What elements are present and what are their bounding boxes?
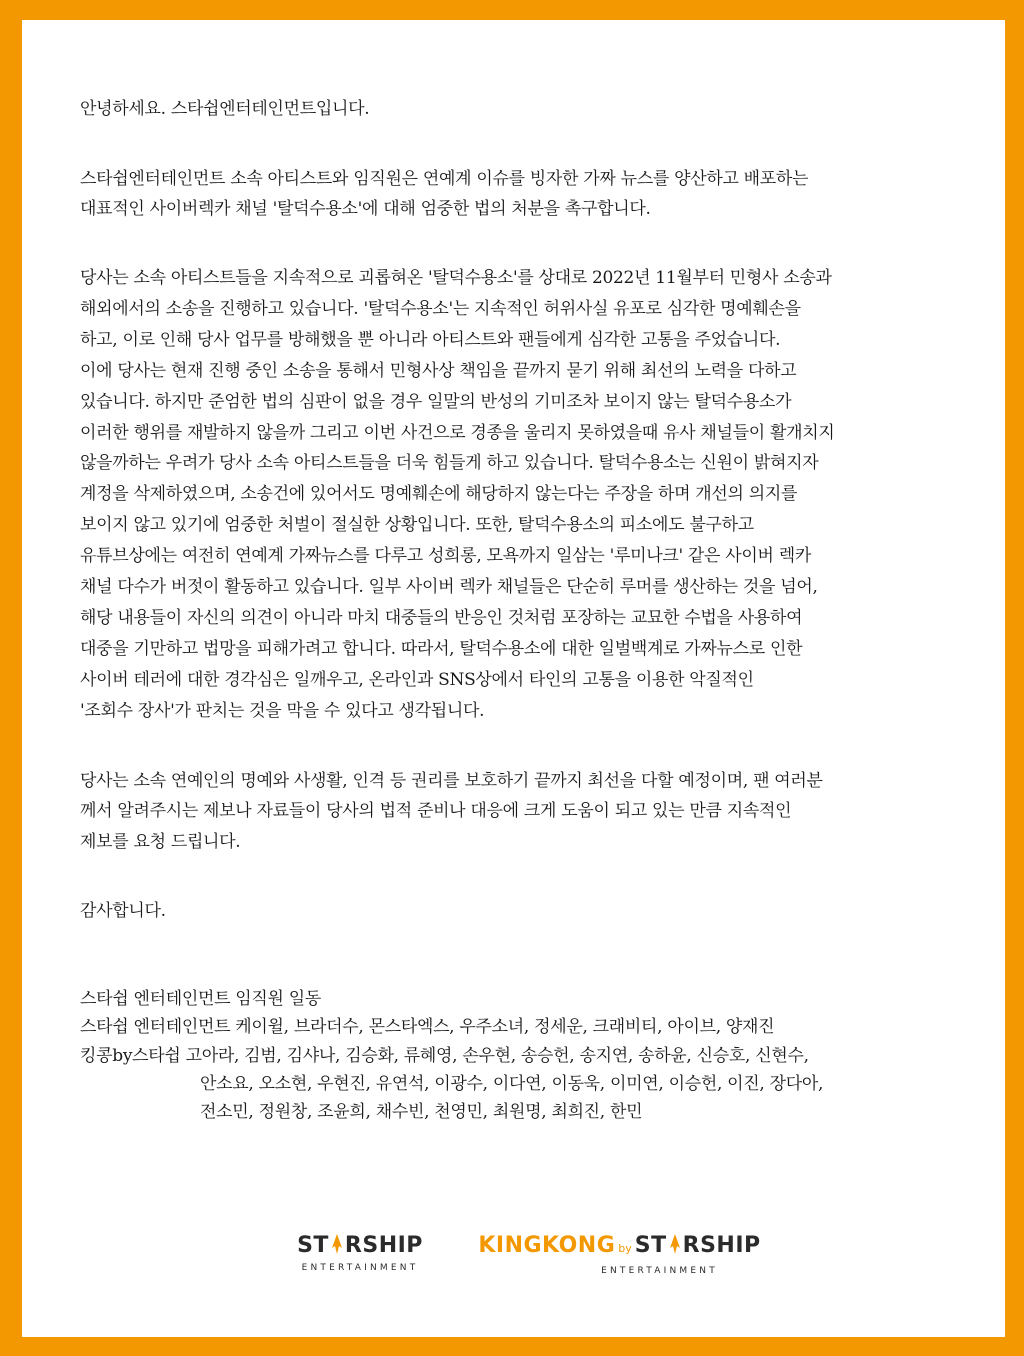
signature-block — [80, 985, 980, 1126]
paragraph-line: 하고, 이로 인해 당사 업무를 방해했을 뿐 아니라 아티스트와 팬들에게 심각한 고통을 주었습니다. — [80, 329, 781, 350]
logo-row — [22, 1232, 1005, 1304]
logo-text: KINGKONG — [478, 1233, 616, 1258]
paragraph-line: 계정을 삭제하였으며, 소송건에 있어서도 명예훼손에 해당하지 않는다는 주장을 하며 개선의 의지를 — [80, 484, 798, 505]
paragraph-lawsuit — [80, 263, 980, 727]
paragraph-line: '조회수 장사'가 판치는 것을 막을 수 있다고 생각됩니다. — [80, 700, 485, 721]
signature-line: 안소요, 오소현, 우현진, 유연석, 이광수, 이다연, 이동욱, 이미연, 이승헌, 이진, 장다아, — [200, 1073, 824, 1094]
paragraph-line: 대표적인 사이버렉카 채널 '탈덕수용소'에 대해 엄중한 법의 처분을 촉구합니다. — [80, 199, 651, 219]
paragraph-line: 사이버 테러에 대한 경각심은 일깨우고, 온라인과 SNS상에서 타인의 고통을 이용한 악질적인 — [80, 669, 754, 690]
logo-text: RSHIP — [682, 1233, 761, 1258]
rocket-icon — [329, 1233, 345, 1255]
letter-body — [80, 95, 980, 1127]
paragraph-line: 이러한 행위를 재발하지 않을까 그리고 이번 사건으로 경종을 울리지 못하였을때 유사 채널들이 활개치지 — [80, 422, 835, 443]
paragraph-line: 당사는 소속 연예인의 명예와 사생활, 인격 등 권리를 보호하기 끝까지 최선을 다할 예정이며, 팬 여러분 — [80, 770, 823, 791]
paragraph-line: 않을까하는 우려가 당사 소속 아티스트들을 더욱 힘들게 하고 있습니다. 탈덕수용소는 신원이 밝혀지자 — [80, 453, 819, 474]
signature-line: 스타쉽 엔터테인먼트 케이윌, 브라더수, 몬스타엑스, 우주소녀, 정세운, 크래비티, 아이브, 양재진 — [80, 1017, 775, 1038]
signature-line: 전소민, 정원창, 조윤희, 채수빈, 천영민, 최원명, 최희진, 한민 — [200, 1102, 643, 1123]
greeting: 안녕하세요. 스타쉽엔터테인먼트입니다. — [80, 99, 370, 119]
paragraph-line: 유튜브상에는 여전히 연예계 가짜뉴스를 다루고 성희롱, 모욕까지 일삼는 '루미나크' 같은 사이버 렉카 — [80, 546, 811, 567]
rocket-letter — [667, 1232, 683, 1260]
logo-by: by — [618, 1242, 632, 1255]
paragraph-line: 있습니다. 하지만 준엄한 법의 심판이 없을 경우 일말의 반성의 기미조차 보이지 않는 탈덕수용소가 — [80, 391, 792, 412]
paragraph-line: 께서 알려주시는 제보나 자료들이 당사의 법적 준비나 대응에 크게 도움이 되고 있는 만큼 지속적인 — [80, 801, 792, 822]
paragraph-line: 제보를 요청 드립니다. — [80, 831, 241, 852]
paragraph-request — [80, 766, 980, 858]
paragraph-line: 스타쉽엔터테인먼트 소속 아티스트와 임직원은 연예계 이슈를 빙자한 가짜 뉴스를 양산하고 배포하는 — [80, 169, 809, 189]
paragraph-line: 당사는 소속 아티스트들을 지속적으로 괴롭혀온 '탈덕수용소'를 상대로 2022년 11월부터 민형사 소송과 — [80, 268, 832, 288]
kingkong-logo — [477, 1232, 762, 1276]
rocket-letter — [329, 1232, 345, 1260]
paragraph-line: 해외에서의 소송을 진행하고 있습니다. '탈덕수용소'는 지속적인 허위사실 유포로 심각한 명예훼손을 — [80, 298, 801, 319]
rocket-icon — [667, 1233, 683, 1255]
signature-line: 스타쉽 엔터테인먼트 임직원 일동 — [80, 989, 322, 1010]
paragraph-demand — [80, 164, 980, 224]
logo-subtitle: ENTERTAINMENT — [601, 1266, 718, 1276]
starship-logo — [273, 1232, 447, 1273]
paragraph-line: 이에 당사는 현재 진행 중인 소송을 통해서 민형사상 책임을 끝까지 묻기 위해 최선의 노력을 다하고 — [80, 360, 797, 381]
paragraph-line: 채널 다수가 버젓이 활동하고 있습니다. 일부 사이버 렉카 채널들은 단순히 루머를 생산하는 것을 넘어, — [80, 577, 818, 598]
paragraph-line: 해당 내용들이 자신의 의견이 아니라 마치 대중들의 반응인 것처럼 포장하는 교묘한 수법을 사용하여 — [80, 607, 803, 628]
letter-sheet — [22, 20, 1005, 1337]
logo-text: ST — [297, 1233, 329, 1258]
logo-text: ST — [634, 1233, 667, 1258]
logo-subtitle: ENTERTAINMENT — [301, 1263, 419, 1273]
logo-text: RSHIP — [344, 1233, 423, 1258]
signature-line: 킹콩by스타쉽 고아라, 김범, 김샤나, 김승화, 류혜영, 손우현, 송승헌, 송지연, 송하윤, 신승호, 신현수, — [80, 1045, 809, 1066]
paragraph-line: 보이지 않고 있기에 엄중한 처벌이 절실한 상황입니다. 또한, 탈덕수용소의 피소에도 불구하고 — [80, 515, 754, 536]
paragraph-line: 대중을 기만하고 법망을 피해가려고 합니다. 따라서, 탈덕수용소에 대한 일벌백계로 가짜뉴스로 인한 — [80, 638, 803, 659]
closing: 감사합니다. — [80, 901, 166, 922]
